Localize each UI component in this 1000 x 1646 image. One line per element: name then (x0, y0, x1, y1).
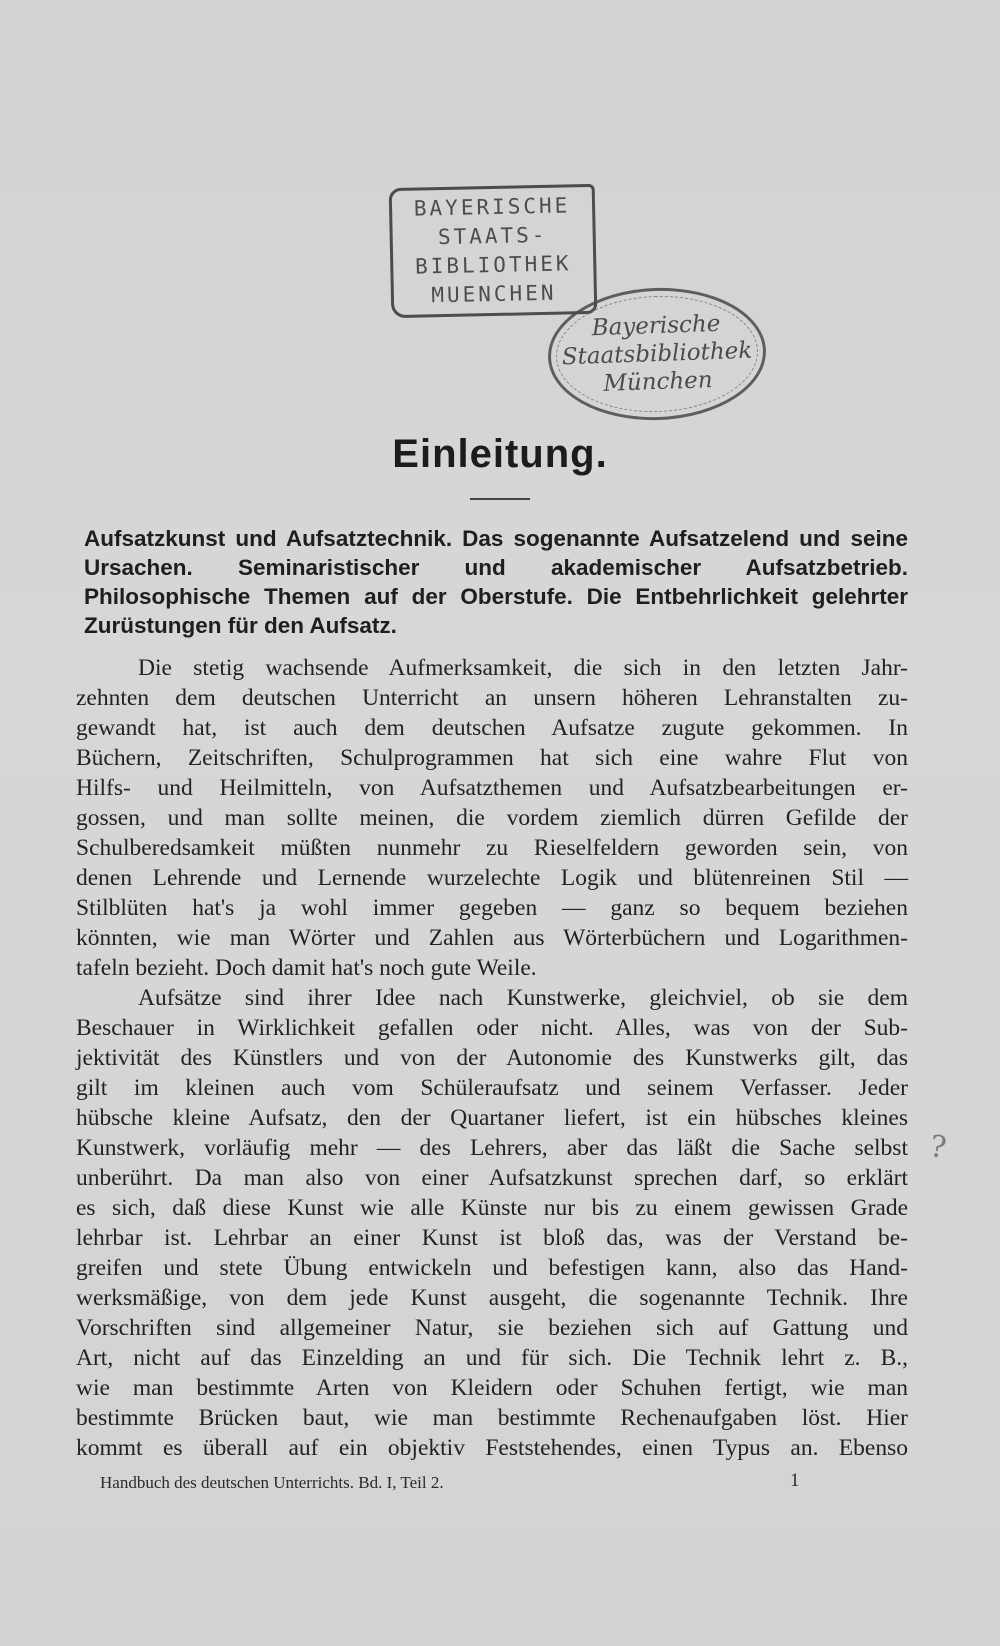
text-line: es sich, daß diese Kunst wie alle Künste nur bis zu einem gewissen Grade (76, 1195, 908, 1221)
text-line: denen Lehrende und Lernende wurzelechte Logik und blütenreinen Stil — (76, 865, 908, 891)
chapter-summary: Aufsatzkunst und Aufsatztechnik. Das sogenannte Aufsatzelend und seine Ursachen. Seminaristischer und akademischer Aufsatzbetrieb. Philosophische Themen auf der Oberstufe. Die Entbehrlichkeit gelehrter Zurüstungen für den Aufsatz. (84, 526, 908, 638)
text-line: gewandt hat, ist auch dem deutschen Aufsatze zugute gekommen. In (76, 715, 908, 741)
text-line: jektivität des Künstlers und von der Autonomie des Kunstwerks gilt, das (76, 1045, 908, 1071)
text-line: Art, nicht auf das Einzelding an und für sich. Die Technik lehrt z. B., (76, 1345, 908, 1371)
library-stamp-rectangular (389, 184, 598, 318)
text-line: könnten, wie man Wörter und Zahlen aus Wörterbüchern und Logarithmen- (76, 925, 908, 951)
margin-annotation: ? (927, 1129, 949, 1166)
text-line: Hilfs- und Heilmitteln, von Aufsatzthemen und Aufsatzbearbeitungen er- (76, 775, 908, 801)
text-line: Aufsätze sind ihrer Idee nach Kunstwerke, gleichviel, ob sie dem (138, 985, 908, 1011)
stamp-line: Staatsbibliothek (561, 337, 753, 371)
stamp-line: BAYERISCHE (413, 193, 571, 221)
text-line: Die stetig wachsende Aufmerksamkeit, die sich in den letzten Jahr- (138, 655, 908, 681)
text-line: hübsche kleine Aufsatz, den der Quartaner liefert, ist ein hübsches kleines (76, 1105, 908, 1131)
text-line: Kunstwerk, vorläufig mehr — des Lehrers, aber das läßt die Sache selbst (76, 1135, 908, 1161)
text-line: werksmäßige, von dem jede Kunst ausgeht, die sogenannte Technik. Ihre (76, 1285, 908, 1311)
text-line: lehrbar ist. Lehrbar an einer Kunst ist bloß das, was der Verstand be- (76, 1225, 908, 1251)
text-line: unberührt. Da man also von einer Aufsatzkunst sprechen darf, so erklärt (76, 1165, 908, 1191)
footer-signature: Handbuch des deutschen Unterrichts. Bd. I, Teil 2. (100, 1473, 444, 1492)
text-line: Beschauer in Wirklichkeit gefallen oder nicht. Alles, was von der Sub- (76, 1015, 908, 1041)
stamp-line: STAATS- (437, 222, 548, 250)
heading-divider (470, 498, 530, 500)
stamp-line: BIBLIOTHEK (414, 251, 572, 279)
text-line: Stilblüten hat's ja wohl immer gegeben — ganz so bequem beziehen (76, 895, 908, 921)
text-line: gilt im kleinen auch vom Schüleraufsatz und seinem Verfasser. Jeder (76, 1075, 908, 1101)
text-line: bestimmte Brücken baut, wie man bestimmte Rechenaufgaben löst. Hier (76, 1405, 908, 1431)
text-line: Schulberedsamkeit müßten nunmehr zu Rieselfeldern geworden sein, von (76, 835, 908, 861)
stamp-line: Bayerische (591, 310, 721, 342)
text-line: zehnten dem deutschen Unterricht an unsern höheren Lehranstalten zu- (76, 685, 908, 711)
stamp-line: MUENCHEN (431, 280, 557, 308)
page-number: 1 (790, 1470, 800, 1491)
text-line: wie man bestimmte Arten von Kleidern oder Schuhen fertigt, wie man (76, 1375, 908, 1401)
stamp-line: München (602, 367, 714, 397)
text-line: gossen, und man sollte meinen, die vordem ziemlich dürren Gefilde der (76, 805, 908, 831)
text-line: tafeln bezieht. Doch damit hat's noch gute Weile. (76, 955, 537, 981)
text-line: kommt es überall auf ein objektiv Feststehendes, einen Typus an. Ebenso (76, 1435, 908, 1461)
chapter-heading: Einleitung. (392, 432, 608, 476)
text-line: Büchern, Zeitschriften, Schulprogrammen hat sich eine wahre Flut von (76, 745, 908, 771)
text-line: greifen und stete Übung entwickeln und befestigen kann, also das Hand- (76, 1255, 908, 1281)
text-line: Vorschriften sind allgemeiner Natur, sie beziehen sich auf Gattung und (76, 1315, 908, 1341)
body-text (76, 653, 908, 1463)
